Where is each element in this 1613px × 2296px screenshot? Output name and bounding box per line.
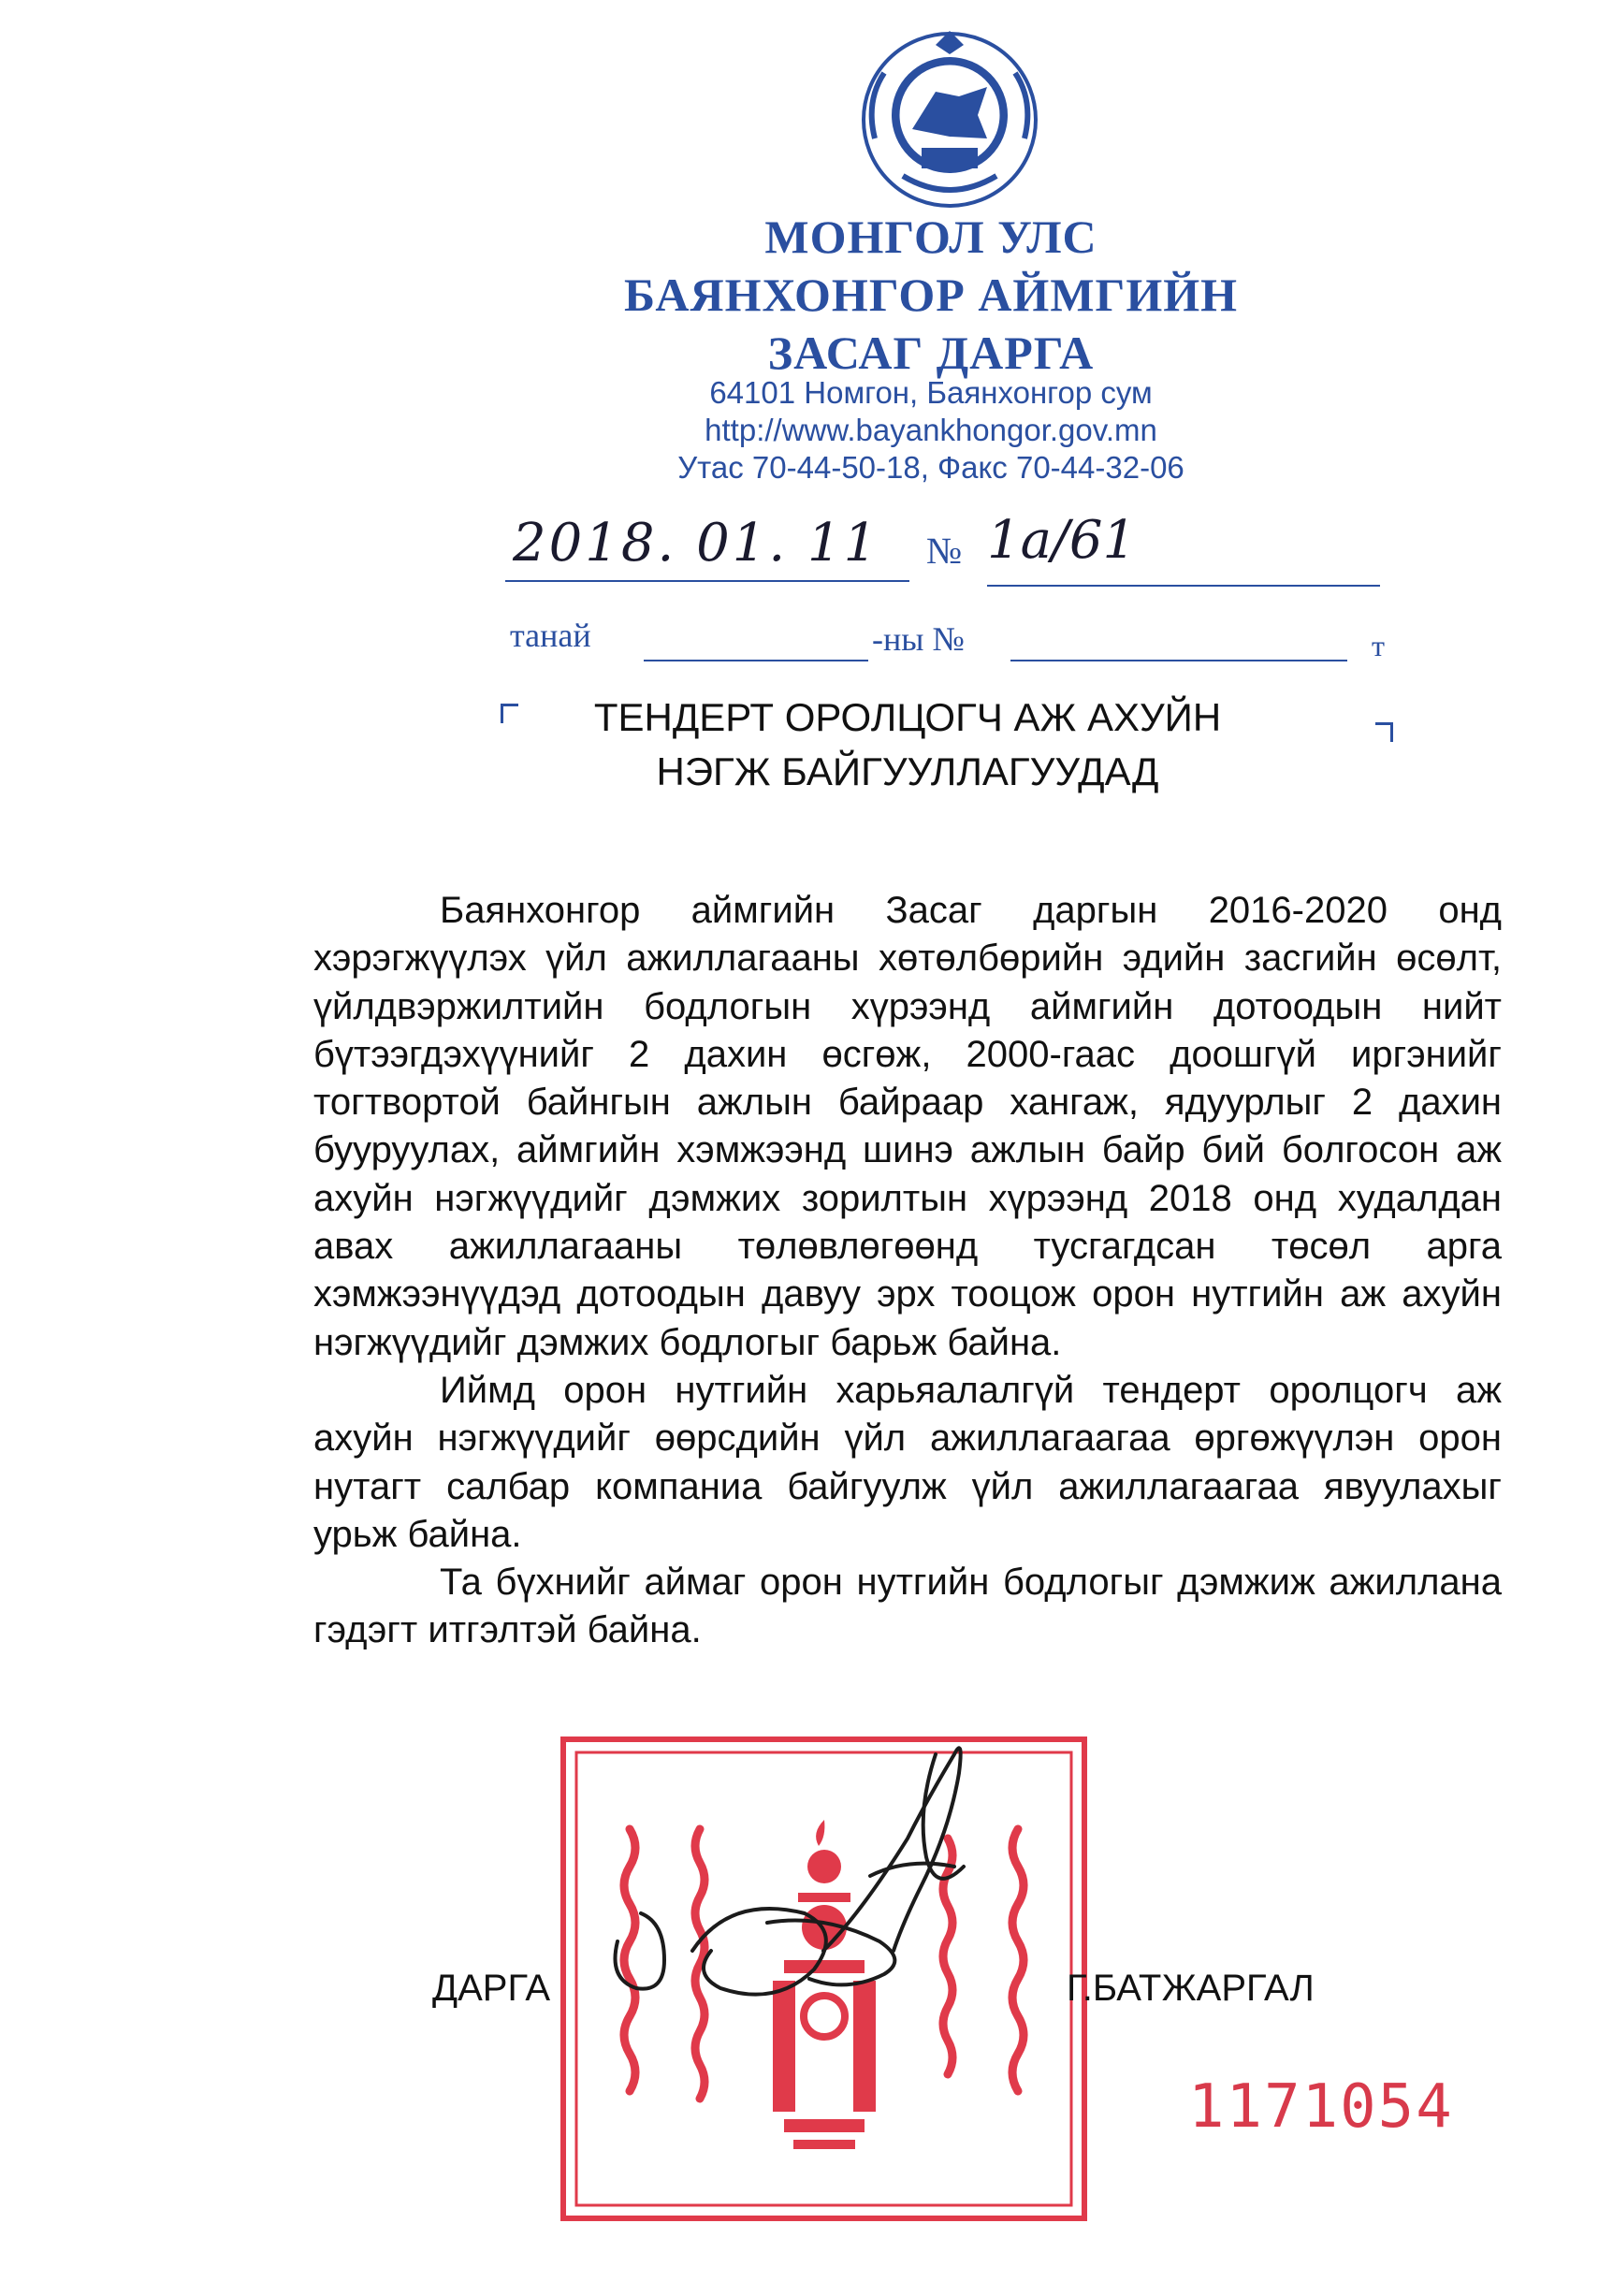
contact-info — [561, 374, 1301, 487]
body-paragraph: Баянхонгор аймгийн Засаг даргын 2016-2020 онд хэрэгжүүлэх үйл ажиллагааны хөтөлбөрийн эдийн засгийн өсөлт, үйлдвэржилтийн бодлогын хүрээнд аймгийн дотоодын нийт бүтээгдэхүүнийг 2 дахин өсгөж, 2000-гаас доошгүй иргэнийг тогтвортой байнгын ажлын байраар хангаж, ядуурлыг 2 дахин бууруулах, аймгийн хэмжээнд шинэ ажлын байр бий болгосон аж ахуйн нэгжүүдийг дэмжих зорилтын хүрээнд 2018 онд худалдан авах ажиллагааны төлөвлөгөөнд тусгагдсан төсөл арга хэмжээнүүдэд дотоодын давуу эрх тооцож орон нутгийн аж ахуйн нэгжүүдийг дэмжих бодлогыг барьж байна. — [313, 890, 1502, 1363]
organization-name — [561, 208, 1301, 382]
signatory-name: Г.БАТЖАРГАЛ — [1067, 1968, 1315, 2009]
org-line-country: МОНГОЛ УЛС — [764, 211, 1097, 263]
handwritten-signature — [580, 1736, 1020, 2063]
addressee-line: НЭГЖ БАЙГУУЛЛАГУУДАД — [656, 749, 1159, 793]
signatory-title: ДАРГА — [432, 1968, 551, 2009]
reference-trailing-letter: т — [1372, 629, 1385, 662]
addressee-block — [524, 690, 1291, 799]
org-line-province: БАЯНХОНГОР АЙМГИЙН — [623, 269, 1239, 321]
letter-body — [313, 887, 1502, 1655]
addressee-line: ТЕНДЕРТ ОРОЛЦОГЧ АЖ АХУЙН — [593, 695, 1222, 739]
addressee-corner-left — [501, 704, 518, 723]
serial-number: 1171054 — [1188, 2072, 1454, 2142]
handwritten-number: 1а/61 — [987, 510, 1137, 571]
state-emblem-icon — [847, 26, 1053, 213]
your-number-underline — [1010, 660, 1347, 661]
number-label: № — [926, 530, 963, 572]
handwritten-date: 2018. 01. 11 — [513, 513, 880, 574]
org-line-office: ЗАСАГ ДАРГА — [767, 327, 1095, 379]
your-date-underline — [644, 660, 868, 661]
number-underline — [987, 585, 1380, 587]
your-number-label: -ны № — [872, 620, 965, 658]
contact-phone-fax: Утас 70-44-50-18, Факс 70-44-32-06 — [677, 450, 1184, 485]
contact-address: 64101 Номгон, Баянхонгор сум — [709, 375, 1153, 410]
date-underline — [505, 580, 909, 582]
body-paragraph: Та бүхнийг аймаг орон нутгийн бодлогыг дэмжиж ажиллана гэдэгт итгэлтэй байна. — [313, 1562, 1502, 1651]
addressee-corner-right — [1375, 722, 1393, 742]
contact-website: http://www.bayankhongor.gov.mn — [705, 413, 1157, 447]
body-paragraph: Иймд орон нутгийн харьяалалгүй тендерт оролцогч аж ахуйн нэгжүүдийг өөрсдийн үйл ажиллагаагаа өргөжүүлэн орон нутагт салбар компаниа байгуулж үйл ажиллагаагаа явуулахыг урьж байна. — [313, 1369, 1502, 1555]
your-ref-label: танай — [510, 617, 591, 654]
